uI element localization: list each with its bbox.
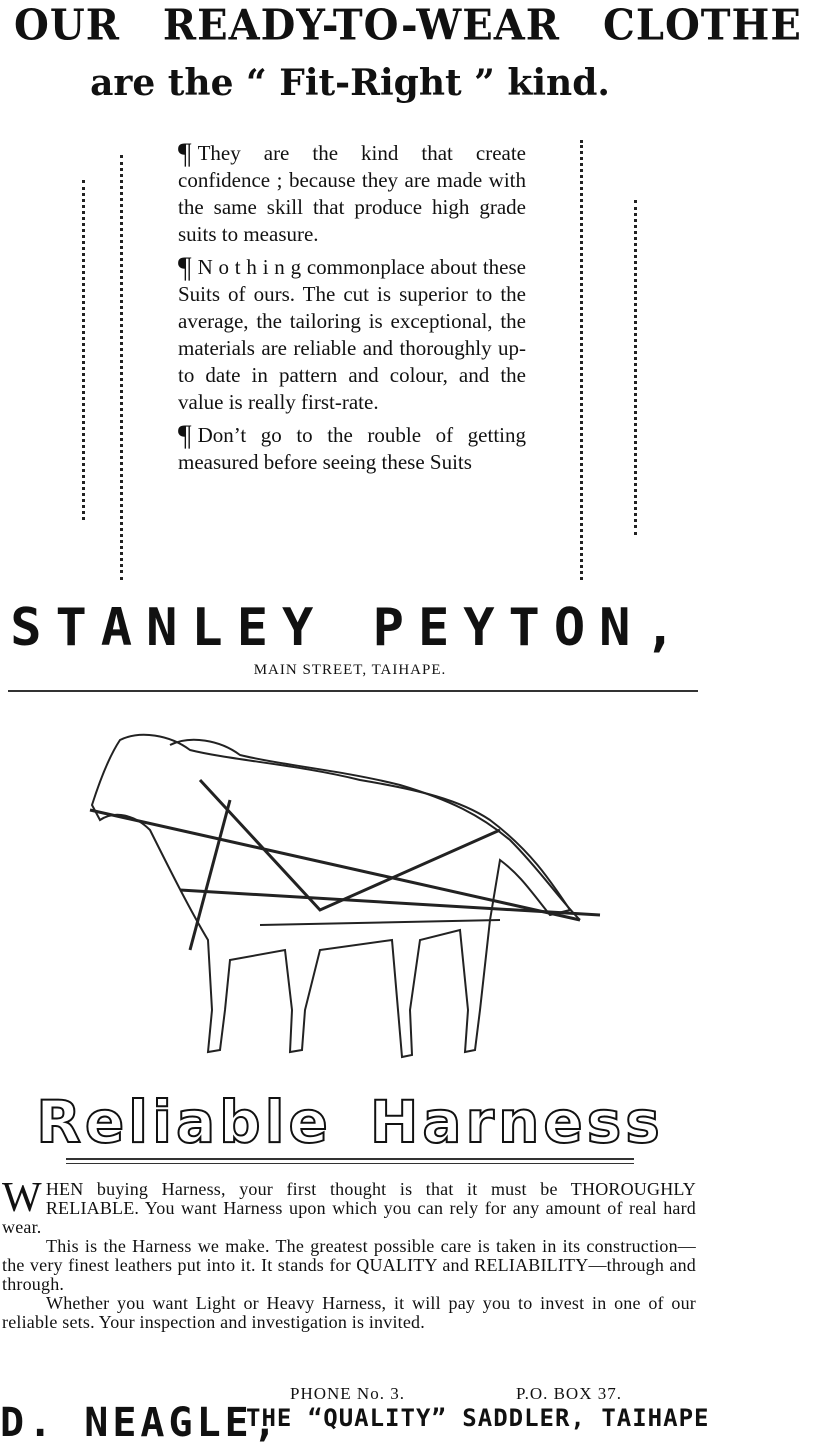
title-underline [66, 1158, 634, 1160]
harness-paragraph-1: WHEN buying Harness, your first thought is that it must be THOROUGHLY RELIABLE. You want Harness upon which you can rely for any amount of real hard wear. [2, 1175, 696, 1237]
pilcrow-icon: ¶ [178, 251, 192, 284]
business-tagline: THE “QUALITY” SADDLER, TAIHAPE [246, 1404, 710, 1432]
harness-body-text [2, 1175, 696, 1332]
store-address: MAIN STREET, TAIHAPE. [253, 662, 447, 678]
clothing-paragraph-1: ¶ They are the kind that create confidence ; because they are made with the same skill that produce high grade suits to measure. [178, 137, 526, 246]
clothing-headline [0, 0, 802, 51]
harness-paragraph-3: Whether you want Light or Heavy Harness, it will pay you to invest in one of our reliable sets. Your inspection and investigation is invited. [2, 1293, 696, 1332]
pilcrow-icon: ¶ [178, 419, 192, 452]
trace-chain [260, 920, 500, 925]
headline-word-3: CLOTHE [602, 0, 802, 51]
title-underline-thin [66, 1163, 634, 1164]
harness-rein-2 [180, 890, 600, 915]
decorative-border-left-1 [120, 155, 123, 580]
clothing-subheadline: are the “ Fit-Right ” kind. [90, 62, 610, 104]
decorative-border-right-2 [634, 200, 637, 535]
phone-number: PHONE No. 3. [290, 1384, 405, 1403]
headline-word-1: OUR [14, 0, 120, 51]
clothing-paragraph-3: ¶ Don’t go to the rouble of getting measured before seeing these Suits [178, 419, 526, 474]
headline-word-2: READY-TO-WEAR [162, 0, 561, 51]
decorative-border-right-1 [580, 140, 583, 580]
section-divider [8, 690, 698, 692]
dropcap: W [2, 1175, 42, 1221]
horse-1-outline [92, 735, 570, 1057]
clothing-body-text [178, 137, 526, 482]
store-name: STANLEY PEYTON, [10, 598, 690, 658]
horses-illustration [80, 710, 620, 1090]
clothing-paragraph-2: ¶ N o t h i n g commonplace about these Suits of ours. The cut is superior to the average, the tailoring is exceptional, the materials are reliable and thoroughly up-to date in pattern and colour, and the value is really first-rate. [178, 251, 526, 414]
decorative-border-left-2 [82, 180, 85, 520]
harness-paragraph-2: This is the Harness we make. The greatest possible care is taken in its construction—the very finest leathers put into it. It stands for QUALITY and RELIABILITY—through and through. [2, 1236, 696, 1294]
business-name: D. NEAGLE, [0, 1400, 281, 1446]
po-box: P.O. BOX 37. [516, 1384, 622, 1403]
pilcrow-icon: ¶ [178, 137, 192, 170]
harness-collar [190, 800, 230, 950]
harness-title: Reliable Harness [36, 1088, 664, 1156]
